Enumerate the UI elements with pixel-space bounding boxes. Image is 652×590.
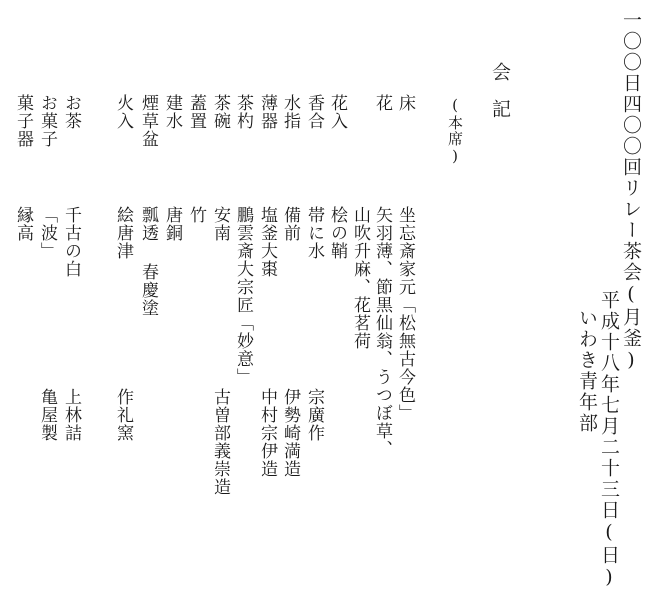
host-group: いわき青年部: [576, 308, 598, 434]
item-name: 竹: [186, 206, 206, 224]
item-maker: 古曽部義崇造: [210, 388, 230, 496]
item-name: 「波」: [37, 206, 57, 260]
item-category: 煙草盆: [138, 94, 158, 148]
event-title: 一〇〇日四〇〇回リレー茶会(月釜): [620, 10, 642, 373]
item-maker: 中村宗伊造: [257, 388, 277, 478]
event-date: 平成十八年七月二十三日(日): [598, 290, 620, 590]
item-name: 安南: [210, 206, 230, 242]
item-category: 水指: [280, 94, 300, 130]
item-name: 瓢透 春慶塗: [138, 206, 158, 317]
item-category: お菓子: [37, 94, 57, 148]
item-name: 絵唐津: [113, 206, 133, 260]
item-maker: 亀屋製: [37, 388, 57, 442]
item-category: 茶杓: [233, 94, 253, 130]
item-name: 千古の白: [61, 206, 81, 278]
item-maker: 伊勢崎満造: [280, 388, 300, 478]
item-category: 蓋置: [186, 94, 206, 130]
item-category: 火入: [113, 94, 133, 130]
item-name: 鵬雲斎大宗匠「妙意」: [233, 206, 253, 386]
item-category: 茶碗: [210, 94, 230, 130]
item-name: 帯に水: [304, 206, 324, 260]
item-maker: 宗廣作: [304, 388, 324, 442]
section-label: (本席): [446, 96, 464, 166]
item-name: 縁高: [13, 206, 33, 242]
item-category: 建水: [162, 94, 182, 130]
item-category: 花: [372, 94, 392, 112]
item-name: 唐銅: [162, 206, 182, 242]
item-category: お茶: [61, 94, 81, 130]
record-heading: 会記: [489, 62, 511, 136]
item-name: 山吹升麻、花茗荷: [350, 206, 370, 350]
item-name: 矢羽薄、節黒仙翁、うつぼ草、: [372, 206, 392, 458]
item-maker: 作礼窯: [113, 388, 133, 442]
item-name: 桧の鞘: [327, 206, 347, 260]
item-name: 坐忘斎家元「松無古今色」: [395, 206, 415, 422]
item-category: 花入: [327, 94, 347, 130]
item-name: 備前: [280, 206, 300, 242]
item-category: 菓子器: [13, 94, 33, 148]
item-name: 塩釜大棗: [257, 206, 277, 278]
item-category: 香合: [304, 94, 324, 130]
item-maker: 上林詰: [61, 388, 81, 442]
item-category: 床: [395, 94, 415, 112]
item-category: 薄器: [257, 94, 277, 130]
